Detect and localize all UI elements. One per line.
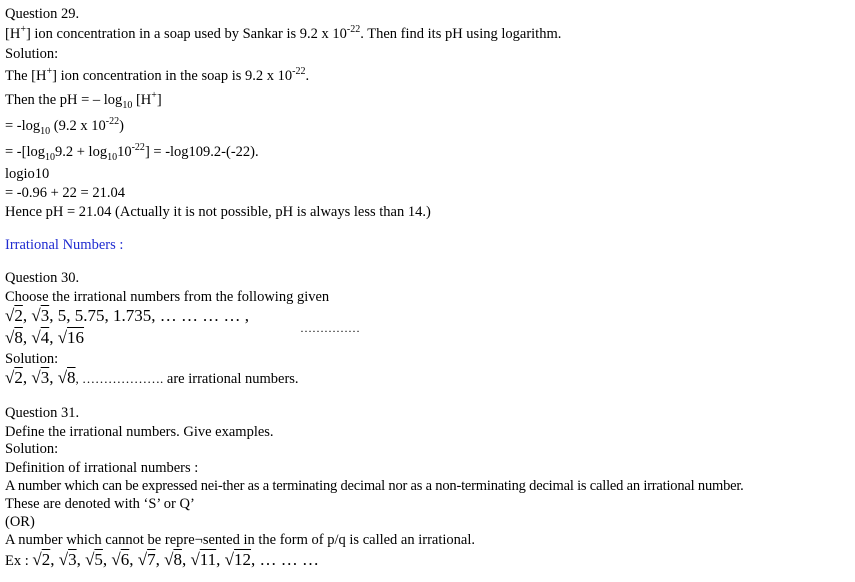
q31-solution-label: Solution: [5, 441, 59, 457]
q30-blank-dots: …………… [300, 321, 360, 335]
radical-icon: √ [5, 328, 15, 347]
q30-options-row-2: √8, √4, √16 [5, 328, 85, 347]
q30-prompt: Choose the irrational numbers from the following given [5, 289, 330, 305]
q29-step-4: = $-[\log_{10}9.2 + \log_{10}10^{-22}] = -\log 109.2-(-22)$. [5, 142, 259, 163]
example-radicand: 8 [173, 550, 182, 569]
q31-definition-1: A number which can be expressed nei-ther as a terminating decimal nor as a non-terminating decimal is called an irrational number. [5, 478, 744, 494]
q30-options-row-1: √2, √3, 5, 5.75, 1.735, … … … … , [5, 306, 249, 325]
q31-prompt: Define the irrational numbers. Give examples. [5, 424, 274, 440]
q31-definition-label: Definition of irrational numbers : [5, 460, 199, 476]
q30-title: Question 30. [5, 270, 80, 286]
q30-answer: √2, √3, √8, ………………. are irrational numbers. [5, 368, 299, 387]
radical-icon: √ [5, 368, 15, 387]
q31-title: Question 31. [5, 405, 80, 421]
section-heading: Irrational Numbers : [5, 237, 124, 253]
q29-step-1: The [H+] ion concentration in the soap is 9.2 x $10^{-22}$. [5, 66, 310, 84]
radical-icon: √ [111, 550, 121, 569]
example-radicand: 6 [120, 550, 130, 569]
example-radicand: 2 [41, 550, 51, 569]
radical-icon: √ [190, 550, 200, 569]
q29-step-3: = $-\log_{10}$ (9.2 x $10^{-22}$) [5, 116, 124, 137]
q31-definition-2: These are denoted with ‘S’ or Q’ [5, 496, 195, 512]
radical-icon: √ [85, 550, 95, 569]
example-radicand: 3 [68, 550, 77, 569]
radical-icon: √ [32, 550, 42, 569]
q29-step-5: logio10 [5, 166, 50, 182]
radical-icon: √ [57, 368, 68, 387]
example-radicand: 7 [147, 550, 156, 569]
radical-icon: √ [5, 306, 15, 325]
q29-conclusion: Hence pH = 21.04 (Actually it is not possible, pH is always less than 14.) [5, 204, 431, 220]
radical-icon: √ [164, 550, 174, 569]
example-radicand: 12 [234, 550, 252, 569]
radical-icon: √ [224, 550, 235, 569]
example-radicand: 5 [94, 550, 103, 569]
q31-definition-3: A number which cannot be repre¬sented in the form of p/q is called an irrational. [5, 532, 476, 548]
q30-solution-label: Solution: [5, 351, 59, 367]
radical-icon: √ [58, 550, 69, 569]
q31-examples: Ex : √2, √3, √5, √6, √7, √8, √11, √12, … … … [5, 550, 320, 569]
q31-or: (OR) [5, 514, 35, 530]
radical-icon: √ [137, 550, 148, 569]
q29-question: [H+] ion concentration in a soap used by Sankar is 9.2 x $10^{-22}$. Then find its pH using logarithm. [5, 24, 562, 42]
radical-icon: √ [31, 306, 41, 325]
radical-icon: √ [31, 328, 41, 347]
q29-title: Question 29. [5, 6, 80, 22]
q29-step-6: = -0.96 + 22 = 21.04 [5, 185, 125, 201]
q29-step-2: Then the pH = – $\log_{10} [H^+]$ [5, 90, 162, 111]
example-radicand: 11 [199, 550, 217, 569]
radical-icon: √ [31, 368, 41, 387]
q29-solution-label: Solution: [5, 46, 59, 62]
radical-icon: √ [57, 328, 68, 347]
